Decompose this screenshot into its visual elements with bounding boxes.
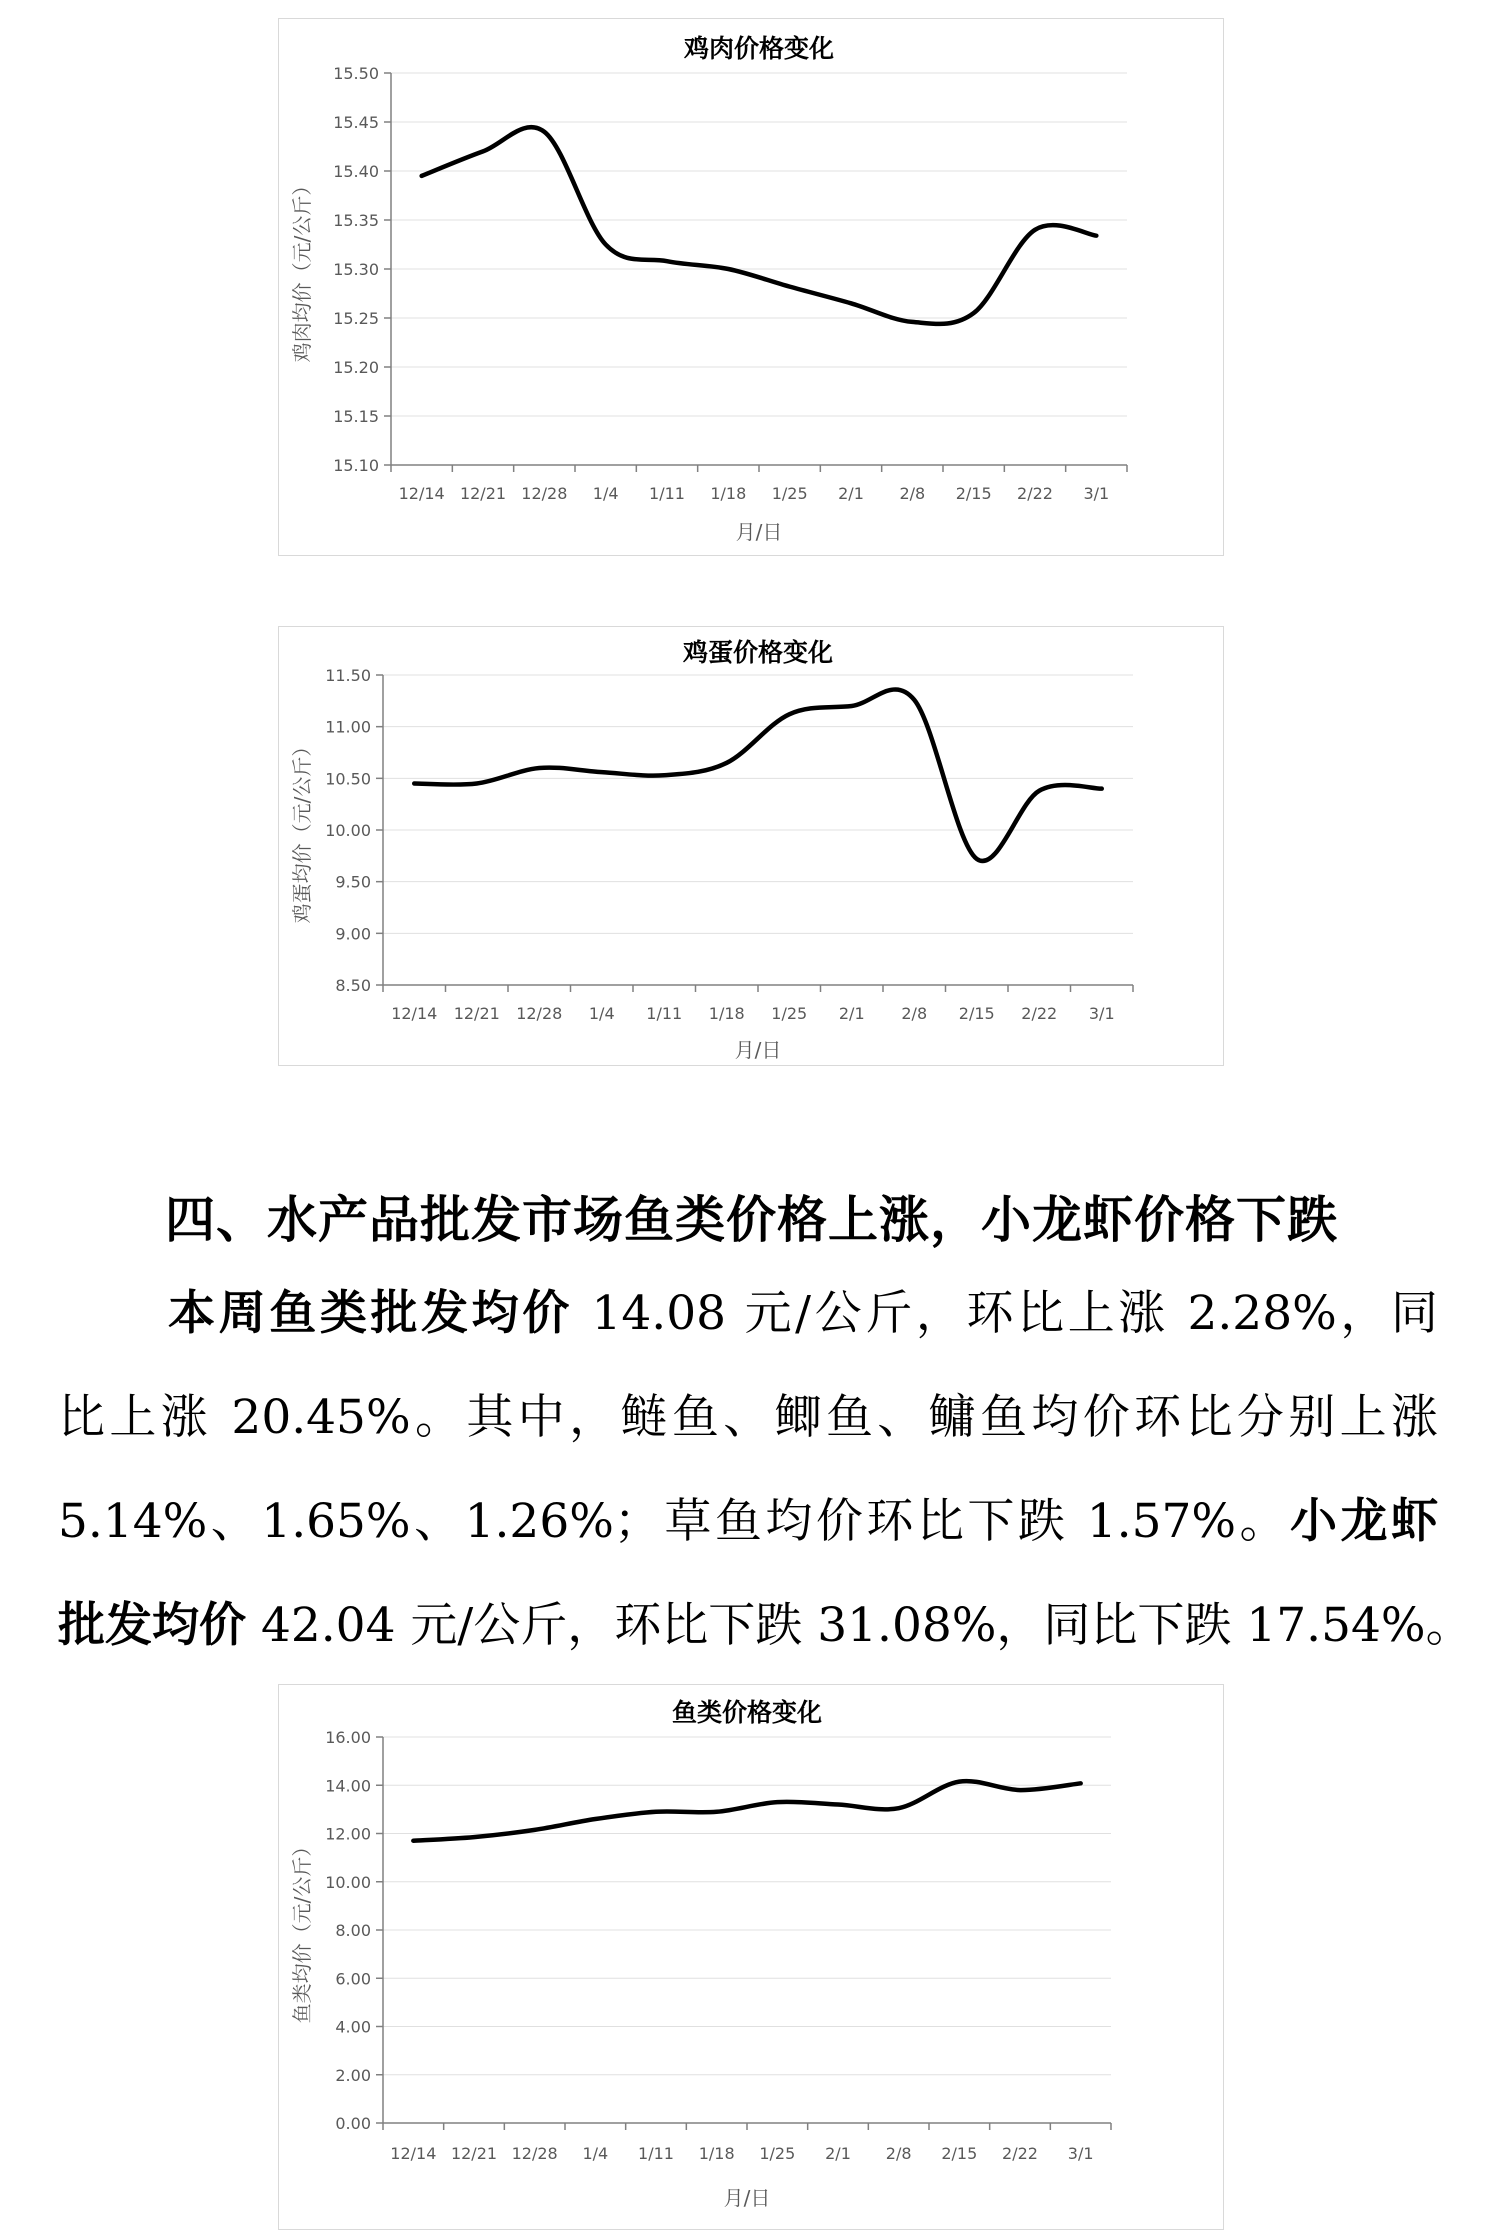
y-tick-label: 12.00	[325, 1824, 371, 1844]
paragraph-line-1	[58, 1262, 1438, 1366]
x-tick-label: 1/25	[771, 1004, 808, 1023]
paragraph-bold-tail: 小龙虾	[1290, 1494, 1439, 1549]
x-axis-label: 月/日	[734, 1038, 782, 1062]
x-tick-label: 3/1	[1083, 484, 1110, 503]
x-tick-label: 2/15	[958, 1004, 995, 1023]
paragraph-text: 42.04 元/公斤，环比下跌 31.08%，同比下跌 17.54%。	[246, 1598, 1473, 1653]
y-tick-label: 16.00	[325, 1728, 371, 1747]
y-tick-label: 14.00	[325, 1776, 371, 1796]
x-tick-label: 2/22	[1002, 2144, 1038, 2163]
x-tick-label: 1/4	[588, 1004, 615, 1023]
x-tick-label: 2/8	[899, 484, 926, 503]
x-tick-label: 12/28	[521, 484, 568, 503]
x-tick-label: 1/18	[710, 484, 747, 503]
x-tick-label: 12/21	[459, 484, 507, 503]
egg-price-chart	[278, 626, 1224, 1066]
x-tick-label: 12/21	[453, 1004, 500, 1023]
y-tick-label: 15.50	[333, 64, 379, 83]
y-axis-label: 鸡蛋均价（元/公斤）	[290, 736, 314, 924]
y-tick-label: 8.50	[335, 976, 371, 995]
paragraph-line-4	[58, 1574, 1473, 1678]
chart-svg	[279, 627, 1223, 1065]
y-tick-label: 15.10	[333, 456, 379, 475]
x-tick-label: 1/11	[638, 2144, 674, 2163]
y-axis-label: 鱼类均价（元/公斤）	[290, 1836, 314, 2024]
chicken-price-chart	[278, 18, 1224, 556]
x-tick-label: 1/25	[771, 484, 808, 503]
y-tick-label: 15.15	[333, 407, 379, 426]
x-tick-label: 2/1	[838, 484, 864, 503]
x-tick-label: 12/14	[391, 1004, 438, 1023]
paragraph-text: 比上涨 20.45%。其中，鲢鱼、鲫鱼、鳙鱼均价环比分别上涨	[58, 1390, 1438, 1445]
chart-title: 鸡蛋价格变化	[682, 638, 834, 667]
x-tick-label: 3/1	[1088, 1004, 1115, 1023]
y-tick-label: 15.40	[333, 162, 379, 181]
y-tick-label: 0.00	[335, 2114, 371, 2133]
x-tick-label: 2/8	[885, 2144, 912, 2163]
y-tick-label: 8.00	[335, 1921, 371, 1940]
x-tick-label: 12/28	[511, 2144, 558, 2163]
y-tick-label: 15.45	[333, 113, 379, 132]
x-tick-label: 2/8	[901, 1004, 928, 1023]
section-paragraph	[58, 1262, 1473, 1678]
x-tick-label: 1/4	[592, 484, 619, 503]
x-axis-label: 月/日	[723, 2186, 771, 2210]
paragraph-line-2	[58, 1366, 1438, 1470]
series-line	[422, 127, 1097, 324]
chart-svg	[279, 1685, 1223, 2229]
x-tick-label: 1/11	[649, 484, 685, 503]
x-tick-label: 12/21	[450, 2144, 498, 2163]
y-tick-label: 6.00	[335, 1969, 371, 1989]
y-axis-label: 鸡肉均价（元/公斤）	[290, 175, 314, 363]
y-tick-label: 2.00	[335, 2065, 371, 2085]
y-tick-label: 15.30	[333, 260, 379, 279]
y-tick-label: 10.00	[325, 821, 371, 840]
x-tick-label: 2/1	[825, 2144, 851, 2163]
paragraph-text: 5.14%、1.65%、1.26%；草鱼均价环比下跌 1.57%。	[58, 1494, 1291, 1549]
chart-svg	[279, 19, 1223, 555]
fish-price-chart	[278, 1684, 1224, 2230]
chart-title: 鱼类价格变化	[671, 1698, 823, 1727]
x-tick-label: 1/18	[698, 2144, 735, 2163]
x-tick-label: 12/14	[390, 2144, 437, 2163]
y-tick-label: 15.35	[333, 211, 379, 230]
x-tick-label: 2/15	[941, 2144, 978, 2163]
x-tick-label: 12/14	[398, 484, 445, 503]
series-line	[414, 689, 1102, 861]
x-tick-label: 1/25	[759, 2144, 796, 2163]
x-tick-label: 3/1	[1067, 2144, 1094, 2163]
chart-title: 鸡肉价格变化	[683, 34, 835, 63]
y-tick-label: 4.00	[335, 2017, 371, 2037]
x-tick-label: 1/18	[708, 1004, 745, 1023]
series-line	[413, 1781, 1080, 1841]
x-tick-label: 1/4	[582, 2144, 609, 2163]
y-tick-label: 9.00	[335, 924, 371, 944]
x-tick-label: 12/28	[516, 1004, 563, 1023]
y-tick-label: 11.00	[325, 717, 371, 737]
paragraph-bold-lead: 本周鱼类批发均价	[168, 1286, 573, 1341]
y-tick-label: 15.20	[333, 358, 379, 377]
y-tick-label: 15.25	[333, 309, 379, 328]
paragraph-bold-lead: 批发均价	[58, 1598, 246, 1653]
x-axis-label: 月/日	[735, 520, 783, 544]
x-tick-label: 1/11	[646, 1004, 683, 1023]
x-tick-label: 2/22	[1017, 484, 1053, 503]
y-tick-label: 11.50	[325, 666, 371, 685]
x-tick-label: 2/15	[955, 484, 992, 503]
y-tick-label: 10.50	[325, 769, 371, 789]
x-tick-label: 2/22	[1021, 1004, 1058, 1023]
paragraph-line-3	[58, 1470, 1438, 1574]
section-heading: 四、水产品批发市场鱼类价格上涨，小龙虾价格下跌	[165, 1191, 1338, 1249]
x-tick-label: 2/1	[838, 1004, 865, 1023]
paragraph-text: 14.08 元/公斤，环比上涨 2.28%，同	[572, 1286, 1439, 1341]
y-tick-label: 10.00	[325, 1872, 371, 1892]
y-tick-label: 9.50	[335, 872, 371, 892]
